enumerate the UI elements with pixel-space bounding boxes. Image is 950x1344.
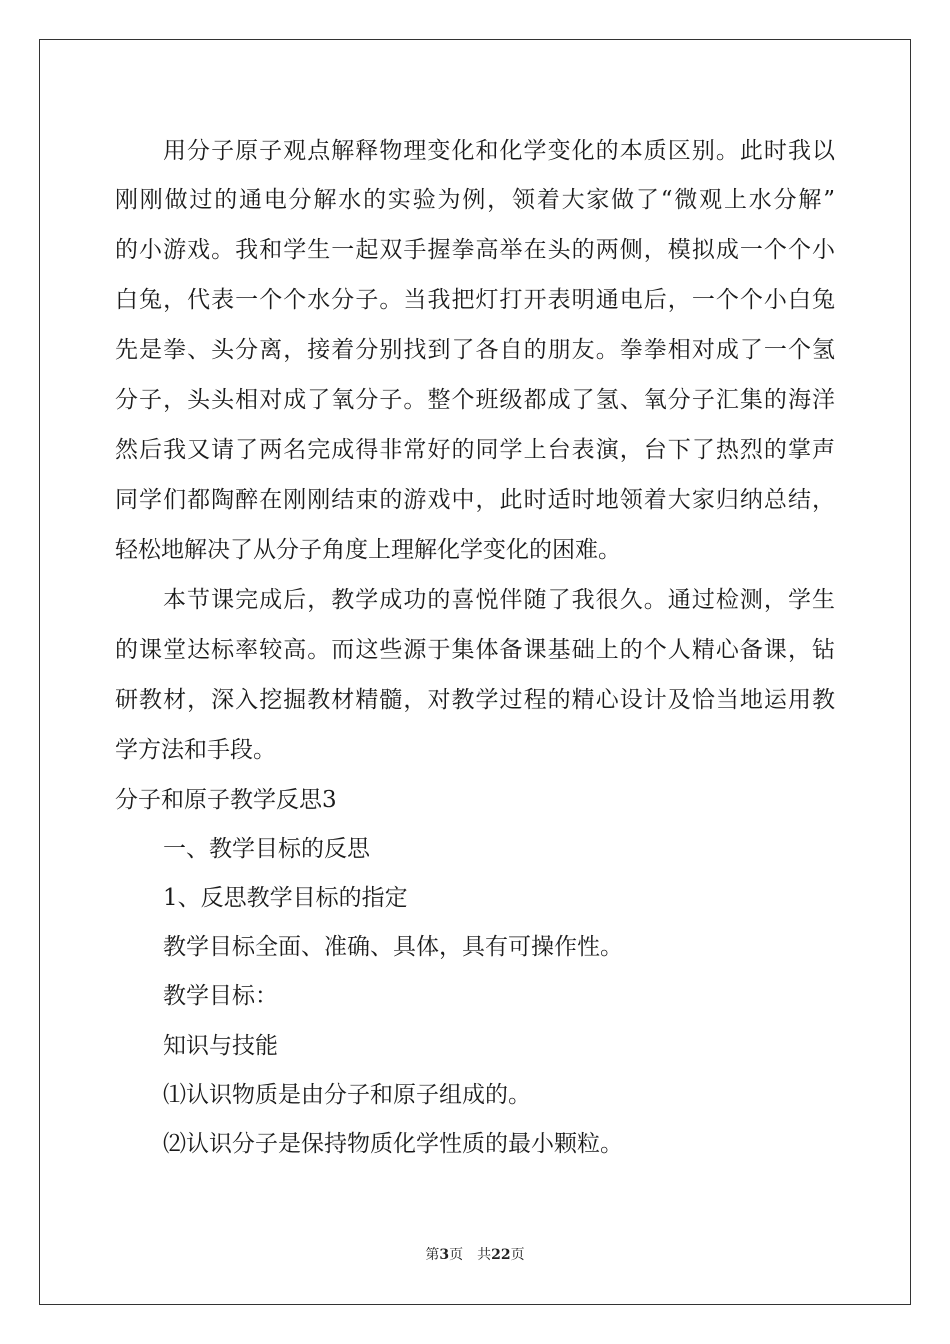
heading-goal-setting: 1、反思教学目标的指定	[163, 885, 408, 911]
paragraph-2-line-4: 学方法和手段。	[115, 737, 276, 763]
paragraph-1-line-7: 然后我又请了两名完成得非常好的同学上台表演，台下了热烈的掌声	[115, 437, 835, 463]
paragraph-1-line-8: 同学们都陶醉在刚刚结束的游戏中，此时适时地领着大家归纳总结，	[115, 487, 835, 513]
paragraph-1-line-3: 的小游戏。我和学生一起双手握拳高举在头的两侧，模拟成一个个小	[115, 237, 835, 263]
paragraph-1-line-1: 用分子原子观点解释物理变化和化学变化的本质区别。此时我以	[163, 138, 835, 164]
paragraph-2-line-2: 的课堂达标率较高。而这些源于集体备课基础上的个人精心备课，钻	[115, 637, 835, 663]
goals-label: 教学目标：	[163, 983, 278, 1009]
knowledge-skills-label: 知识与技能	[163, 1033, 278, 1059]
goal-description: 教学目标全面、准确、具体，具有可操作性。	[163, 934, 623, 960]
paragraph-1-line-2: 刚刚做过的通电分解水的实验为例，领着大家做了“微观上水分解”	[115, 187, 835, 213]
footer-suffix: 页	[510, 1247, 525, 1263]
paragraph-1-line-5: 先是拳、头分离，接着分别找到了各自的朋友。拳拳相对成了一个氢	[115, 337, 835, 363]
paragraph-1-line-9: 轻松地解决了从分子角度上理解化学变化的困难。	[115, 537, 621, 563]
page-footer	[0, 1246, 950, 1264]
footer-prefix: 第	[425, 1247, 440, 1263]
heading-teaching-goals-reflection: 一、教学目标的反思	[163, 836, 370, 862]
footer-page-number: 3	[439, 1247, 450, 1263]
page-border	[39, 39, 911, 1305]
paragraph-1-line-4: 白兔，代表一个个水分子。当我把灯打开表明通电后，一个个小白兔	[115, 287, 835, 313]
section-title: 分子和原子教学反思3	[115, 787, 337, 813]
list-item-1: ⑴认识物质是由分子和原子组成的。	[163, 1082, 531, 1108]
paragraph-1-line-6: 分子，头头相对成了氧分子。整个班级都成了氢、氧分子汇集的海洋	[115, 387, 835, 413]
footer-total-pages: 22	[491, 1247, 511, 1263]
footer-mid: 页 共	[449, 1247, 492, 1263]
list-item-2: ⑵认识分子是保持物质化学性质的最小颗粒。	[163, 1131, 623, 1157]
paragraph-2-line-1: 本节课完成后，教学成功的喜悦伴随了我很久。通过检测，学生	[163, 587, 835, 613]
paragraph-2-line-3: 研教材，深入挖掘教材精髓，对教学过程的精心设计及恰当地运用教	[115, 687, 835, 713]
